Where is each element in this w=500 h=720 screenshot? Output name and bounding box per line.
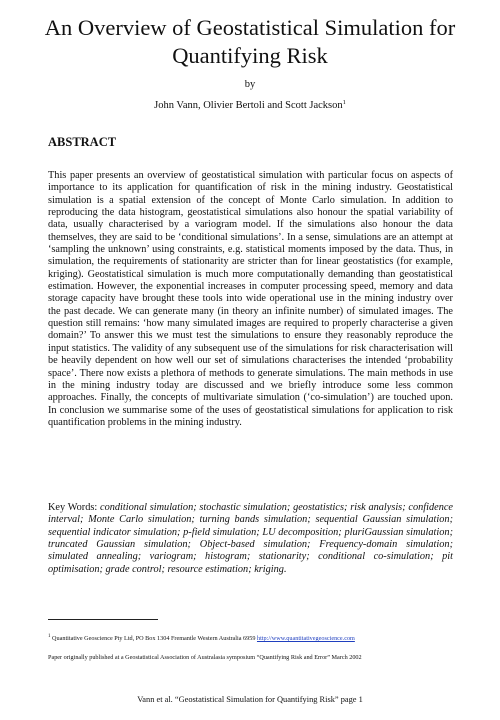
footnote-divider (48, 619, 158, 620)
footnote-text: Quantitative Geoscience Pty Ltd, PO Box 1304 Fremantle Western Australia 6959 (52, 635, 256, 642)
footnote (48, 633, 468, 643)
author-footnote-marker: 1 (342, 99, 346, 106)
published-note: Paper originally published at a Geostatistical Association of Australasia symposium “Quantifying Risk and Error” March 2002 (48, 654, 362, 661)
keywords-list: conditional simulation; stochastic simulation; geostatistics; risk analysis; confidence interval; Monte Carlo simulation; turning bands simulation; sequential Gaussian simulation; sequential indicator simulation; p-field simulation; LU decomposition; pluriGaussian simulation; truncated Gaussian simulation; Object-based simulation; Frequency-domain simulation; simulated annealing; variogram; histogram; stationarity; conditional co-simulation; pit optimisation; grade control; resource estimation; kriging. (48, 502, 454, 575)
byline: by (244, 79, 256, 90)
keywords-paragraph (48, 502, 453, 576)
paper-title: An Overview of Geostatistical Simulation for Quantifying Risk (44, 15, 456, 68)
authors-text: John Vann, Olivier Bertoli and Scott Jackson (154, 100, 343, 111)
footnote-marker: 1 (48, 634, 51, 639)
footnote-link[interactable]: http://www.quantitativegeoscience.com (256, 635, 355, 642)
running-footer: Vann et al. “Geostatistical Simulation for Quantifying Risk” page 1 (137, 695, 363, 704)
abstract-text: This paper presents an overview of geostatistical simulation with particular focus on aspects of importance to its application for quantification of risk in the mining industry. Geostatistical simulation is a spatial extension of the concept of Monte Carlo simulation. In addition to reproducing the data histogram, geostatistical simulations also honour the spatial variability of data, usually characterised by a variogram model. If the simulations also honour the data themselves, they are said to be ‘conditional simulations’. In a sense, simulations are an attempt at ‘sampling the unknown’ using constraints, e.g. statistical moments imposed by the data. Thus, in simulation, the requirements of stationarity are stricter than for linear geostatistics (for example, kriging). Geostatistical simulation is much more computationally demanding than geostatistical estimation. However, the exponential increases in computer processing speed, memory and data storage capacity have brought these tools into wide operational use in the mining industry over the past decade. We can generate many (in theory an infinite number) of simulated images. The question still remains: ‘how many simulated images are required to properly characterise a given domain?’ To answer this we must test the simulations to ensure they reasonably reproduce the input statistics. The validity of any subsequent use of the simulations for risk characterisation will be heavily dependent on how well our set of simulations characterises the intended ‘probability space’. There now exists a plethora of methods to generate simulations. The main methods in use in the mining industry today are discussed and we briefly introduce some less common approaches. Finally, the concepts of multivariate simulation (‘co-simulation’) are touched upon. In conclusion we summarise some of the uses of geostatistical simulations for application to risk quantification problems in the mining industry. (48, 170, 453, 428)
author-list (0, 96, 500, 112)
abstract-heading: ABSTRACT (48, 135, 117, 149)
keywords-label: Key Words: (48, 502, 98, 513)
